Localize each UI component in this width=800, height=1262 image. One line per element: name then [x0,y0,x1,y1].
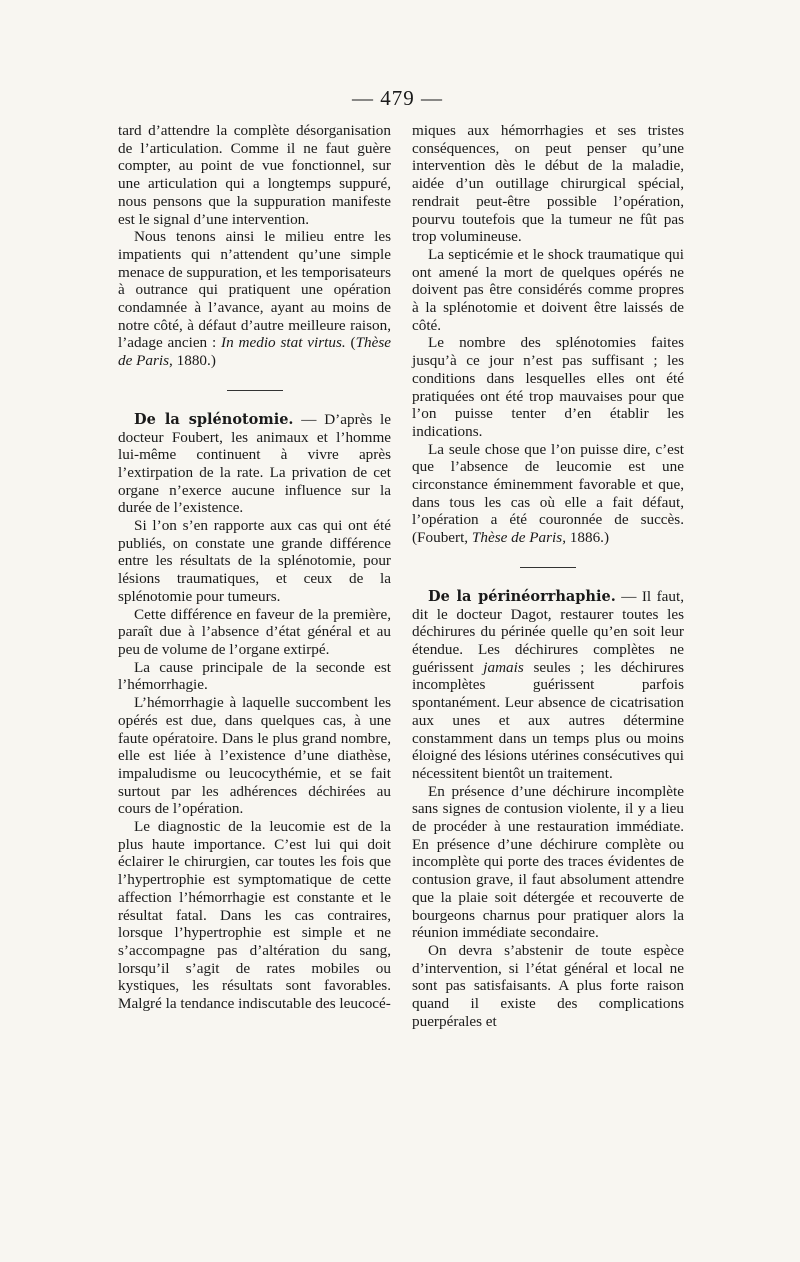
paragraph: Le nombre des splénotomies faites jusqu’à ce jour n’est pas suffisant ; les conditions dans lesquelles elles ont été pratiquées ont été trop mauvaises pour que l’on puisse tenter d’en établir les indications. [412,334,684,440]
paragraph: L’hémorrhagie à laquelle succombent les opérés est due, dans quelques cas, à une faute opératoire. Dans le plus grand nombre, elle est liée à l’existence d’une diathèse, impaludisme ou leucocythémie, et se fait surtout par les adhérences déchirées au cours de l’opération. [118,694,391,818]
section-divider [227,390,283,391]
paragraph: On devra s’abstenir de toute espèce d’intervention, si l’état général et local ne sont pas satisfaisants. A plus forte raison quand il existe des complications puerpérales et [412,941,684,1030]
paragraph: Le diagnostic de la leucomie est de la plus haute importance. C’est lui qui doit éclairer le chirurgien, car toutes les fois que l’hypertrophie est symptomatique de cette affection l’hémorrhagie est constante et le résultat fatal. Dans les cas contraires, lorsque l’hypertrophie est simple et ne s’accompagne pas d’altération du sang, lorsqu’il s’agit de rates mobiles ou kystiques, les résultats sont favorables. Malgré la tendance indiscutable des leucocé- [118,818,391,1013]
citation-open: ( [345,334,356,352]
paragraph: La cause principale de la seconde est l’hémorrhagie. [118,658,391,694]
citation-title: Thèse de Paris [118,334,391,370]
paragraph: En présence d’une déchirure incomplète sans signes de contusion violente, il y a lieu de procéder à une restauration immédiate. En présence d’une déchirure complète ou incomplète qui porte des traces évidentes de contusion grave, il faut absolument attendre que la plaie soit détergée et recouverte de bourgeons charnus pour pratiquer alors la réunion immédiate secondaire. [412,782,684,942]
section-paragraph [412,588,684,783]
paragraph-text: — D’après le docteur Foubert, les animaux et l’homme lui-même continuent à vivre après l’extirpation de la rate. La privation de cet organe n’exerce aucune influence sur la durée de l’existence. [118,410,391,517]
emphasis: jamais [483,658,524,676]
page-number: — 479 — [352,86,443,110]
paragraph [118,228,391,370]
paragraph: Si l’on s’en rapporte aux cas qui ont été publiés, on constate une grande différence entre les résultats de la splénotomie, pour lésions traumatiques, et ceux de la splénotomie pour tumeurs. [118,517,391,605]
paragraph [412,441,684,547]
paragraph: miques aux hémorrhagies et ses tristes conséquences, on peut penser qu’une intervention dès le début de la maladie, aidée d’un outillage chirurgical spécial, rendrait peut-être possible l’opération, pourvu toutefois que la tumeur ne fût pas trop volumineuse. [412,122,684,246]
citation-year: , 1886.) [562,529,610,547]
paragraph-text: — Il faut, dit le docteur Dagot, restaurer toutes les déchirures du périnée quelle qu’en soit leur étendue. Les déchirures complètes ne guérissent [412,587,684,676]
latin-motto: In medio stat virtus. [221,334,346,352]
paragraph-text: Nous tenons ainsi le milieu entre les impatients qui n’attendent qu’une simple menace de suppuration, et les temporisateurs à outrance qui pratiquent une opération condamnée à l’avance, ayant au moins de notre côté, à défaut d’autre meilleure raison, l’adage ancien : [118,228,391,352]
paragraph: Cette différence en faveur de la première, paraît due à l’absence d’état général et au peu de volume de l’organe extirpé. [118,605,391,658]
section-divider [520,567,576,568]
paragraph-text: La seule chose que l’on puisse dire, c’est que l’absence de leucomie est une circonstance éminemment favorable et que, dans tous les cas où elle a fait défaut, l’opération a été couronnée de succès. (Foubert, [412,440,684,547]
paragraph-text: seules ; les déchirures incomplètes guérissent parfois spontanément. Leur absence de cicatrisation aux unes et aux autres détermine constamment dans un temps plus ou moins éloigné des lésions utérines consécutives qui nécessitent bientôt un traitement. [412,658,684,782]
left-column [118,122,391,1013]
citation-title: Thèse de Paris [471,529,563,547]
paragraph: La septicémie et le shock traumatique qui ont amené la mort de quelques opérés ne doivent pas être considérés comme propres à la splénotomie et doivent être laissés de côté. [412,245,684,334]
section-heading-splenotomie: De la splénotomie. [134,410,294,428]
section-heading-perineorrhaphie: De la périnéorrhaphie. [428,587,616,605]
section-paragraph [118,411,391,517]
right-column [412,122,684,1030]
paragraph: tard d’attendre la complète désorganisation de l’articulation. Comme il ne faut guère compter, au point de vue fonctionnel, sur une articulation qui a longtemps suppuré, nous pensons que la suppuration manifeste est le signal d’une intervention. [118,122,391,228]
citation-year: , 1880.) [169,352,216,370]
